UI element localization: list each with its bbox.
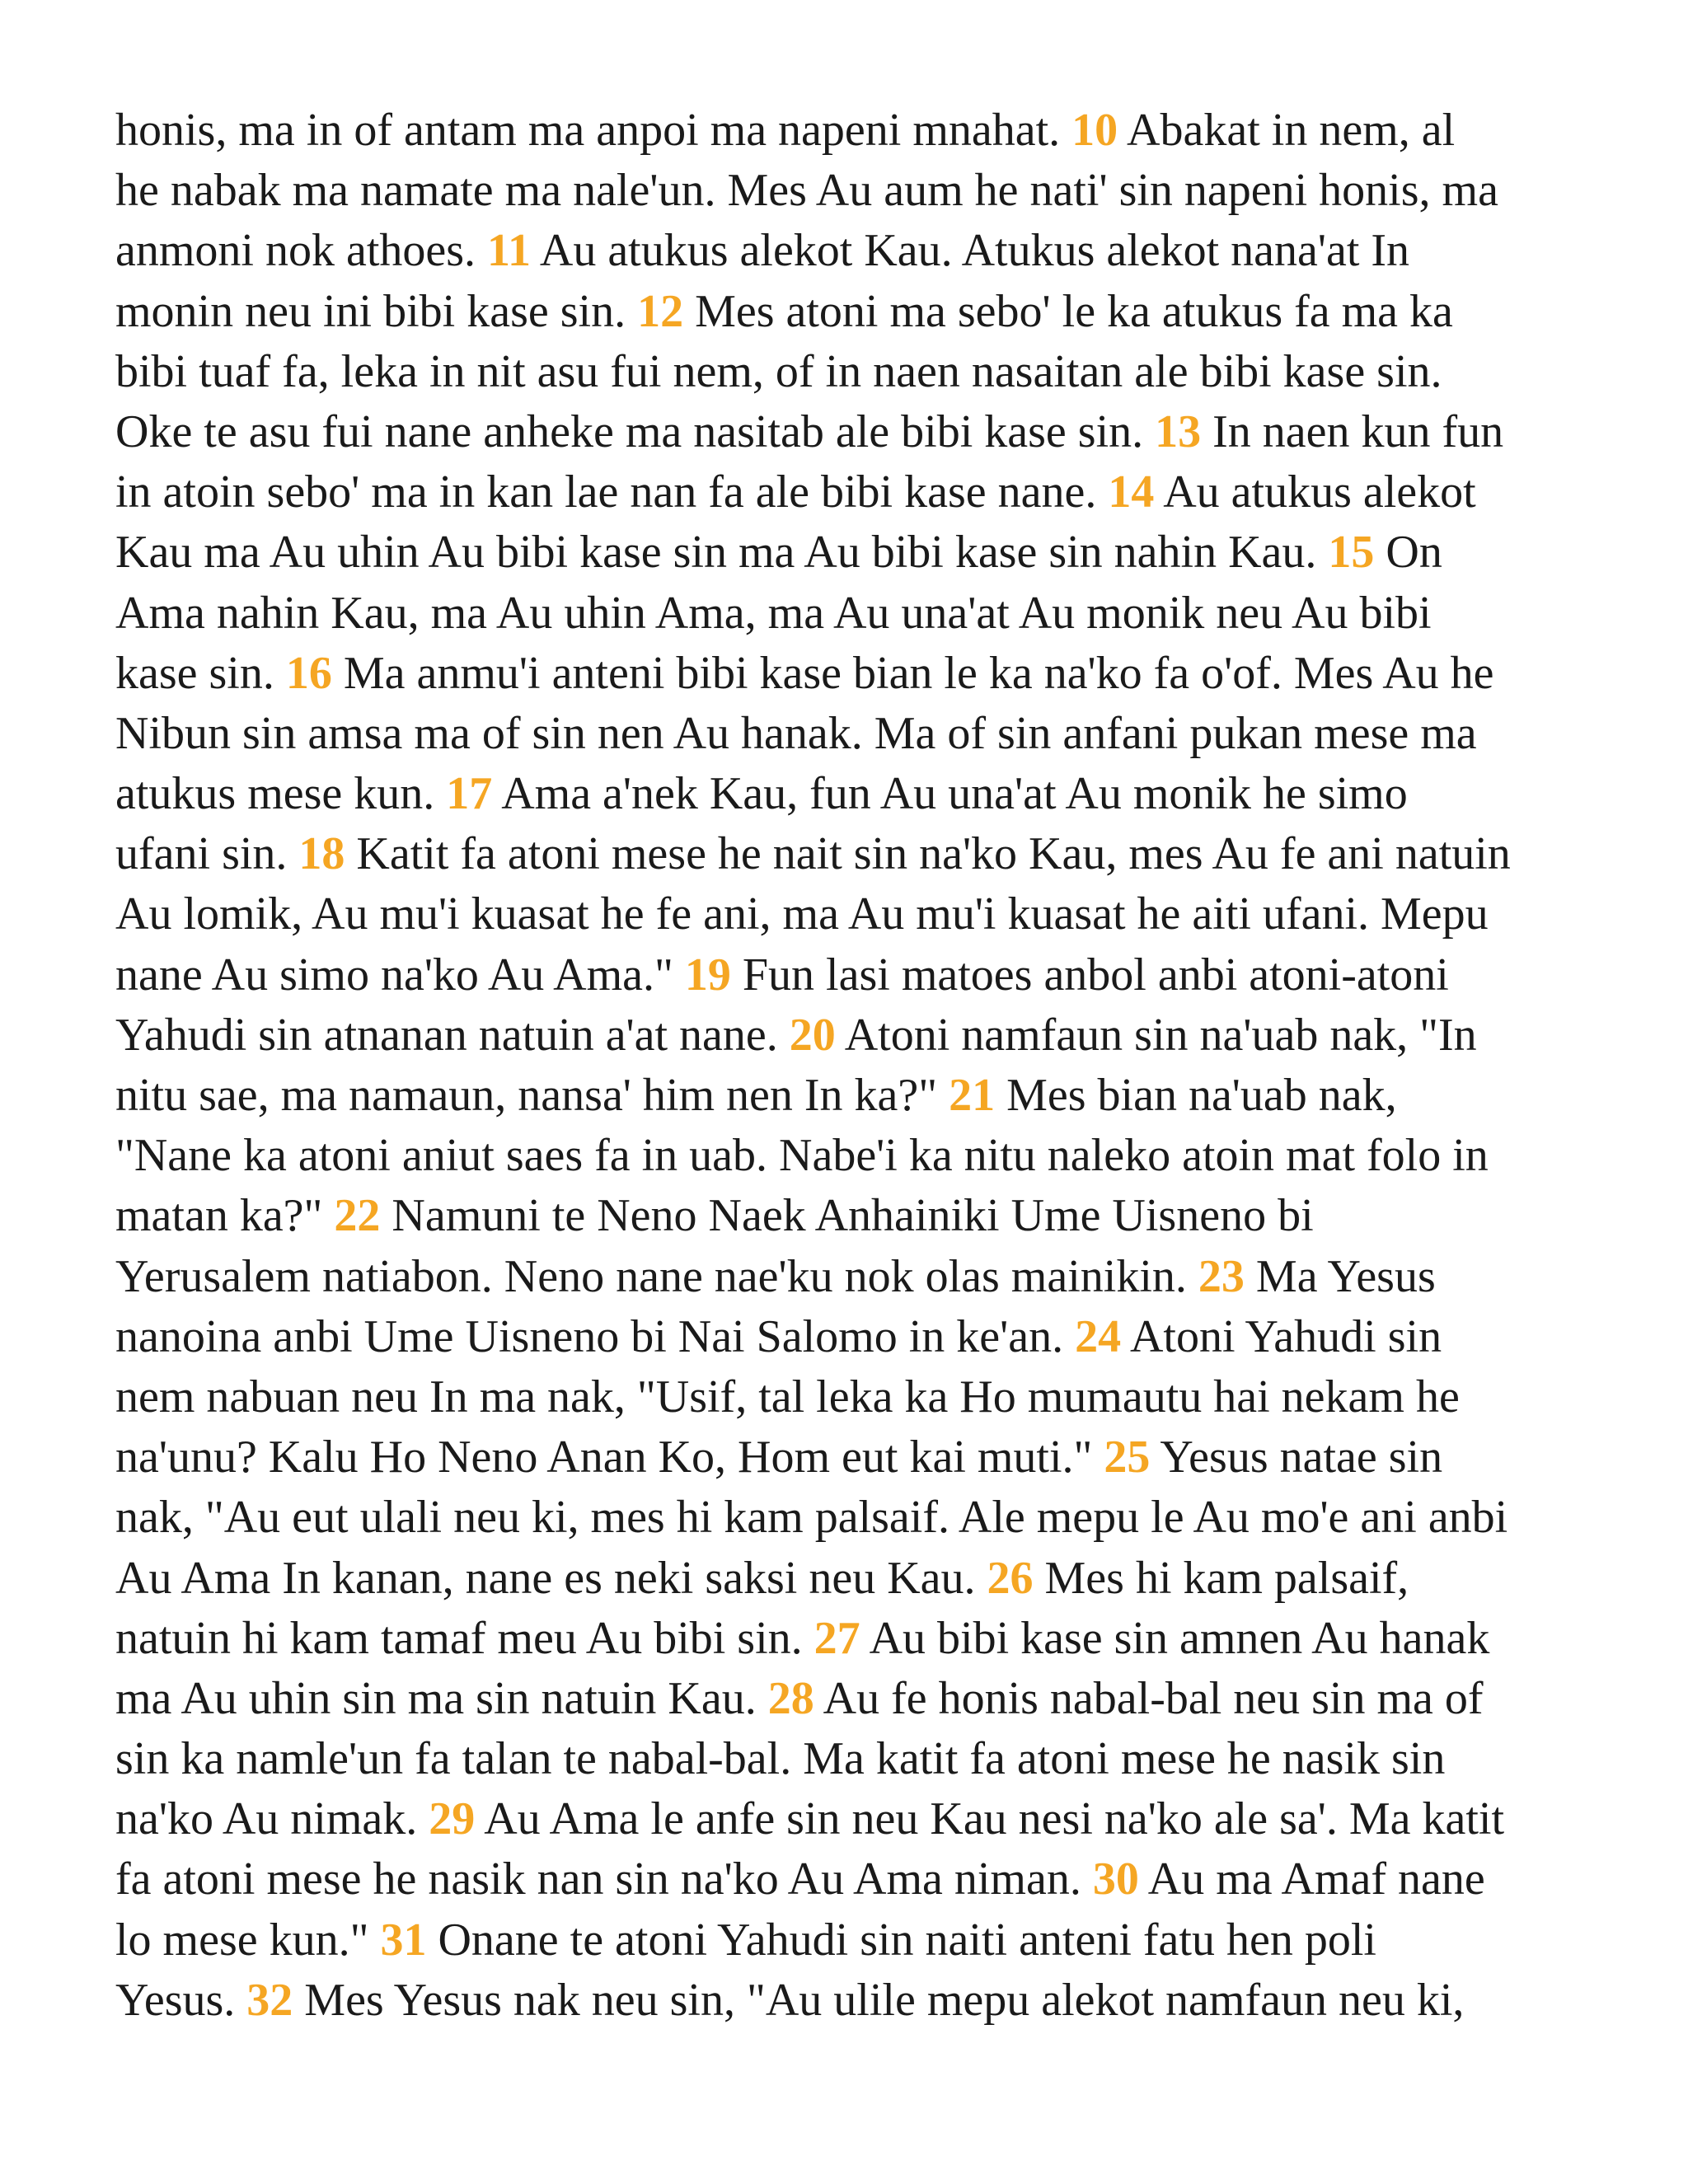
verse-number: 32 [246, 1974, 293, 2026]
verse-text: "Nane ka atoni aniut saes fa in uab. Nabe'i ka nitu naleko atoin mat folo in [115, 1130, 1489, 1182]
verse-text: sin ka namle'un fa talan te nabal-bal. Ma katit fa atoni mese he nasik sin [115, 1733, 1446, 1785]
verse-text: Mes hi kam palsaif, [1033, 1552, 1409, 1604]
verse-text: kase sin. [115, 647, 286, 699]
text-line [115, 764, 1582, 824]
verse-number: 18 [298, 828, 345, 880]
verse-text: Oke te asu fui nane anheke ma nasitab ale bibi kase sin. [115, 405, 1156, 457]
text-line [115, 644, 1582, 704]
verse-text: Ma Yesus [1244, 1250, 1436, 1302]
verse-text: Au lomik, Au mu'i kuasat he fe ani, ma Au mu'i kuasat he aiti ufani. Mepu [115, 888, 1489, 940]
verse-number: 20 [789, 1009, 836, 1061]
text-line [115, 462, 1582, 523]
text-line [115, 1609, 1582, 1669]
text-line [115, 1549, 1582, 1609]
verse-text: Atoni namfaun sin na'uab nak, "In [835, 1009, 1477, 1061]
verse-text: natuin hi kam tamaf meu Au bibi sin. [115, 1612, 814, 1664]
text-line [115, 884, 1582, 944]
verse-text: lo mese kun." [115, 1914, 381, 1966]
verse-text: Mes bian na'uab nak, [995, 1070, 1397, 1121]
text-line [115, 1186, 1582, 1246]
verse-text: Yesus. [115, 1974, 247, 2026]
verse-text: Yerusalem natiabon. Neno nane nae'ku nok olas mainikin. [115, 1250, 1198, 1302]
text-line [115, 342, 1582, 402]
text-line [115, 1488, 1582, 1548]
verse-number: 10 [1071, 105, 1118, 156]
text-line [115, 1126, 1582, 1186]
text-line [115, 221, 1582, 281]
verse-text: nitu sae, ma namaun, nansa' him nen In ka?" [115, 1070, 950, 1121]
text-line [115, 704, 1582, 764]
verse-text: nanoina anbi Ume Uisneno bi Nai Salomo in ke'an. [115, 1310, 1076, 1362]
verse-text: Yesus natae sin [1150, 1432, 1443, 1483]
text-line [115, 1247, 1582, 1307]
text-line [115, 1005, 1582, 1066]
verse-number: 31 [380, 1914, 427, 1966]
scripture-text-body [115, 101, 1582, 2031]
text-line [115, 583, 1582, 644]
verse-number: 29 [429, 1793, 476, 1845]
verse-number: 14 [1108, 466, 1155, 518]
verse-number: 30 [1092, 1854, 1139, 1905]
verse-text: In naen kun fun [1201, 405, 1504, 457]
verse-text: atukus mese kun. [115, 768, 447, 820]
verse-number: 12 [637, 285, 684, 337]
verse-text: Au atukus alekot [1154, 466, 1476, 518]
verse-number: 15 [1328, 527, 1375, 579]
text-line [115, 1307, 1582, 1367]
verse-text: honis, ma in of antam ma anpoi ma napeni mnahat. [115, 105, 1072, 156]
verse-text: na'ko Au nimak. [115, 1793, 429, 1845]
verse-text: Au ma Amaf nane [1138, 1854, 1485, 1905]
text-line [115, 1729, 1582, 1789]
text-line [115, 824, 1582, 884]
verse-number: 16 [285, 647, 332, 699]
text-line [115, 1066, 1582, 1126]
text-line [115, 1669, 1582, 1729]
text-line [115, 101, 1582, 161]
verse-text: ma Au uhin sin ma sin natuin Kau. [115, 1672, 768, 1724]
verse-text: Nibun sin amsa ma of sin nen Au hanak. Ma of sin anfani pukan mese ma [115, 707, 1477, 759]
verse-number: 27 [814, 1612, 860, 1664]
verse-number: 11 [487, 225, 531, 277]
verse-number: 22 [334, 1190, 381, 1242]
verse-number: 26 [987, 1552, 1034, 1604]
verse-text: Fun lasi matoes anbol anbi atoni-atoni [730, 949, 1449, 1001]
verse-number: 25 [1104, 1432, 1151, 1483]
verse-text: Ama a'nek Kau, fun Au una'at Au monik he simo [492, 768, 1408, 820]
text-line [115, 1910, 1582, 1971]
verse-number: 21 [949, 1070, 996, 1121]
verse-text: nem nabuan neu In ma nak, "Usif, tal leka ka Ho mumautu hai nekam he [115, 1371, 1460, 1422]
text-line [115, 161, 1582, 221]
verse-text: On [1374, 527, 1442, 579]
verse-text: Ma anmu'i anteni bibi kase bian le ka na'ko fa o'of. Mes Au he [331, 647, 1494, 699]
text-line [115, 1789, 1582, 1849]
verse-text: monin neu ini bibi kase sin. [115, 285, 638, 337]
verse-text: Yahudi sin atnanan natuin a'at nane. [115, 1009, 790, 1061]
text-line [115, 1971, 1582, 2031]
verse-number: 28 [767, 1672, 814, 1724]
verse-text: Atoni Yahudi sin [1121, 1310, 1442, 1362]
verse-number: 13 [1155, 405, 1202, 457]
verse-text: Onane te atoni Yahudi sin naiti anteni fatu hen poli [426, 1914, 1376, 1966]
verse-text: Mes atoni ma sebo' le ka atukus fa ma ka [683, 285, 1453, 337]
text-line [115, 402, 1582, 462]
verse-text: Kau ma Au uhin Au bibi kase sin ma Au bibi kase sin nahin Kau. [115, 527, 1329, 579]
verse-number: 24 [1075, 1310, 1122, 1362]
verse-text: he nabak ma namate ma nale'un. Mes Au aum he nati' sin napeni honis, ma [115, 165, 1498, 217]
verse-number: 19 [684, 949, 731, 1001]
verse-text: Au atukus alekot Kau. Atukus alekot nana'at In [530, 225, 1410, 277]
verse-text: matan ka?" [115, 1190, 335, 1242]
verse-text: Abakat in nem, al [1118, 105, 1456, 156]
text-line [115, 1367, 1582, 1427]
verse-text: ufani sin. [115, 828, 299, 880]
verse-number: 23 [1198, 1250, 1245, 1302]
verse-text: Ama nahin Kau, ma Au uhin Ama, ma Au una'at Au monik neu Au bibi [115, 587, 1432, 639]
text-line [115, 1849, 1582, 1910]
verse-text: Au fe honis nabal-bal neu sin ma of [814, 1672, 1484, 1724]
verse-text: bibi tuaf fa, leka in nit asu fui nem, of in naen nasaitan ale bibi kase sin. [115, 345, 1442, 397]
verse-text: Au bibi kase sin amnen Au hanak [860, 1612, 1490, 1664]
verse-text: na'unu? Kalu Ho Neno Anan Ko, Hom eut kai muti." [115, 1432, 1104, 1483]
verse-text: fa atoni mese he nasik nan sin na'ko Au Ama niman. [115, 1854, 1093, 1905]
verse-text: Au Ama In kanan, nane es neki saksi neu Kau. [115, 1552, 987, 1604]
verse-text: nak, "Au eut ulali neu ki, mes hi kam palsaif. Ale mepu le Au mo'e ani anbi [115, 1492, 1508, 1544]
verse-number: 17 [446, 768, 493, 820]
verse-text: Namuni te Neno Naek Anhainiki Ume Uisneno bi [380, 1190, 1314, 1242]
text-line [115, 523, 1582, 583]
verse-text: in atoin sebo' ma in kan lae nan fa ale bibi kase nane. [115, 466, 1109, 518]
verse-text: nane Au simo na'ko Au Ama." [115, 949, 685, 1001]
verse-text: Katit fa atoni mese he nait sin na'ko Kau, mes Au fe ani natuin [345, 828, 1511, 880]
text-line [115, 945, 1582, 1005]
text-line [115, 1427, 1582, 1488]
verse-text: Mes Yesus nak neu sin, "Au ulile mepu alekot namfaun neu ki, [293, 1974, 1465, 2026]
verse-text: Au Ama le anfe sin neu Kau nesi na'ko ale sa'. Ma katit [475, 1793, 1505, 1845]
text-line [115, 282, 1582, 342]
verse-text: anmoni nok athoes. [115, 225, 488, 277]
